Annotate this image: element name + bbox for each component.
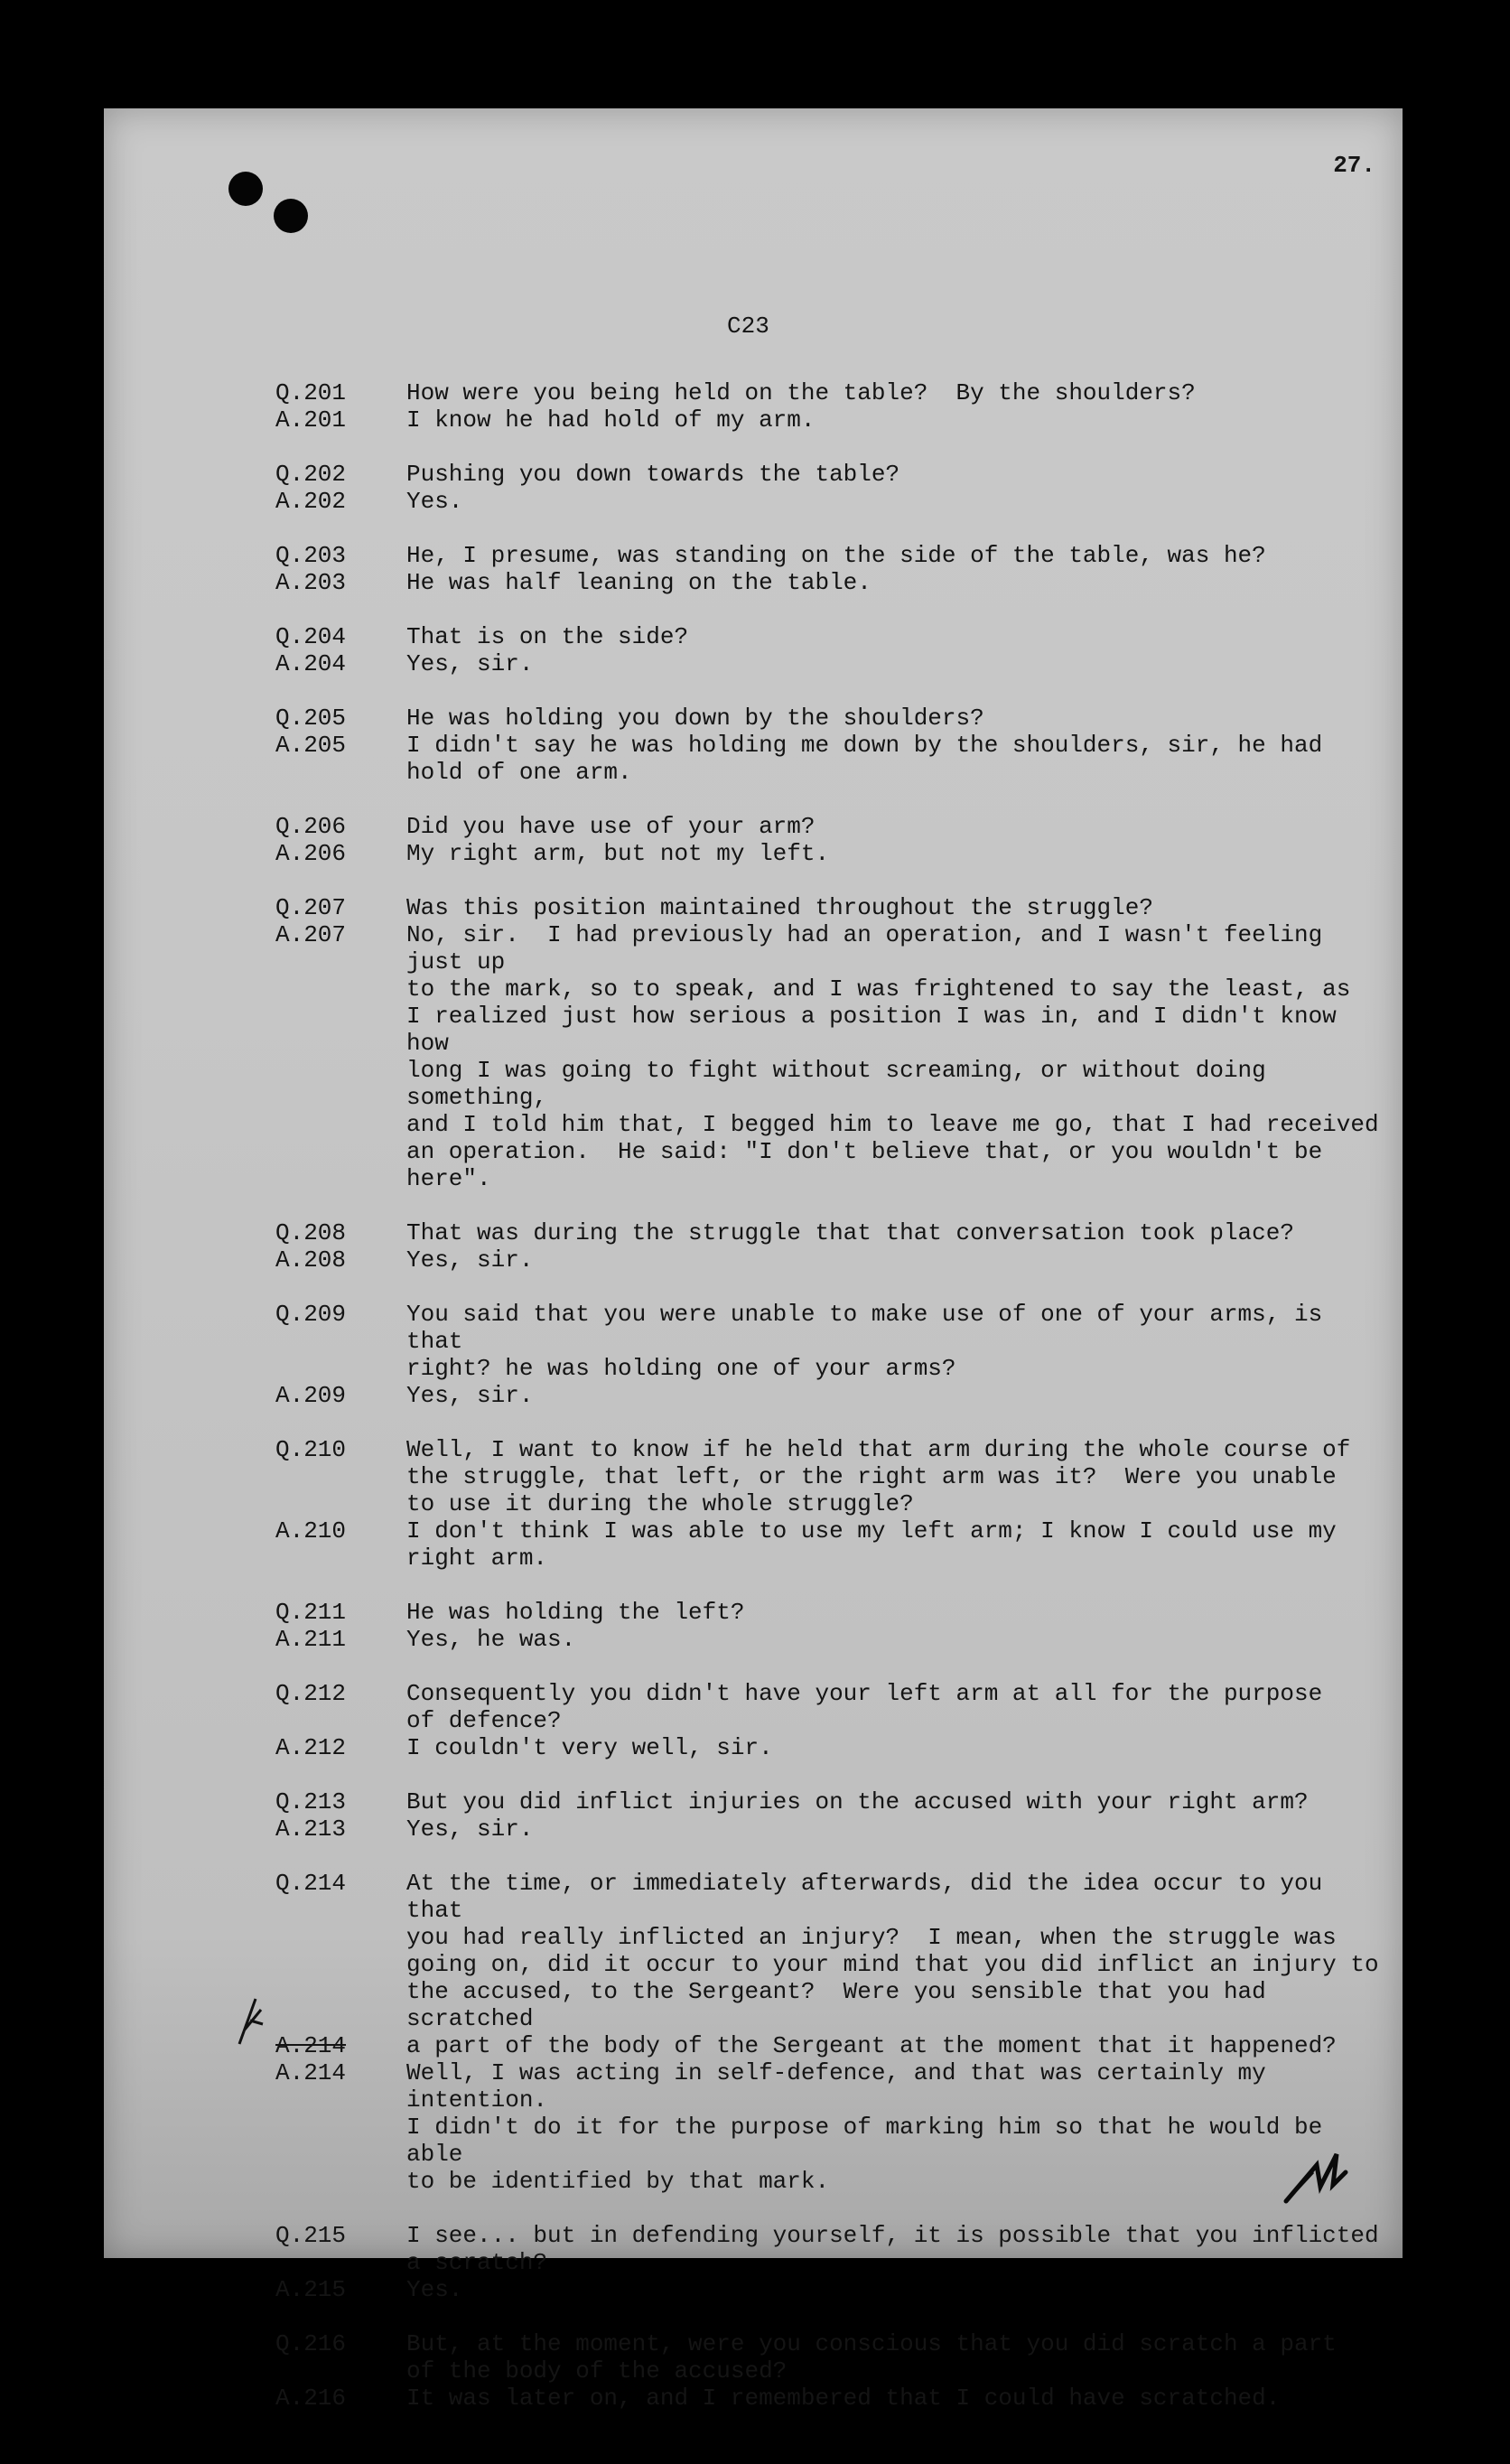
qa-text: Consequently you didn't have your left arm at all for the purpose (406, 1680, 1323, 1707)
qa-entry (104, 1870, 1403, 2195)
transcript-line (104, 2385, 1403, 2412)
transcript-line (104, 1490, 1403, 1517)
punch-hole (228, 172, 263, 206)
qa-text: It was later on, and I remembered that I could have scratched. (406, 2385, 1281, 2412)
transcript-line (104, 2330, 1403, 2357)
qa-label: Q.213 (275, 1788, 347, 1815)
transcript-line (104, 488, 1403, 515)
qa-label: A.206 (275, 840, 347, 867)
transcript-line (104, 921, 1403, 975)
transcript-line (104, 2276, 1403, 2303)
qa-label: A.208 (275, 1246, 347, 1274)
margin-initial-mark (232, 1993, 268, 2048)
qa-text: Yes, sir. (406, 1382, 534, 1409)
transcript-line (104, 2168, 1403, 2195)
qa-label: A.211 (275, 1626, 347, 1653)
qa-entry (104, 705, 1403, 786)
qa-label: A.203 (275, 569, 347, 596)
transcript-line (104, 1463, 1403, 1490)
qa-text: Yes, he was. (406, 1626, 576, 1653)
qa-text: But you did inflict injuries on the accused with your right arm? (406, 1788, 1309, 1815)
transcript-line (104, 1978, 1403, 2032)
qa-label: A.202 (275, 488, 347, 515)
qa-text: How were you being held on the table? By the shoulders? (406, 379, 1196, 406)
qa-label: Q.212 (275, 1680, 347, 1707)
qa-label: Q.203 (275, 542, 347, 569)
qa-entry (104, 813, 1403, 867)
transcript-line (104, 975, 1403, 1003)
qa-label: A.212 (275, 1734, 347, 1761)
qa-label: A.210 (275, 1517, 347, 1545)
qa-label: Q.206 (275, 813, 347, 840)
qa-entry (104, 2222, 1403, 2303)
transcript-line (104, 542, 1403, 569)
qa-text: I know he had hold of my arm. (406, 406, 816, 434)
qa-entry (104, 1599, 1403, 1653)
qa-label: A.215 (275, 2276, 347, 2303)
transcript-line (104, 705, 1403, 732)
qa-text: of the body of the accused? (406, 2357, 788, 2385)
qa-text: a scratch? (406, 2249, 548, 2276)
qa-text: right? he was holding one of your arms? (406, 1355, 956, 1382)
transcript-line (104, 1599, 1403, 1626)
qa-text: a part of the body of the Sergeant at the moment that it happened? (406, 2032, 1337, 2059)
qa-text: Did you have use of your arm? (406, 813, 816, 840)
qa-text: Yes, sir. (406, 1246, 534, 1274)
qa-text: Pushing you down towards the table? (406, 461, 900, 488)
transcript-line (104, 1951, 1403, 1978)
qa-text: Was this position maintained throughout the struggle? (406, 894, 1153, 921)
qa-text: I realized just how serious a position I was in, and I didn't know how (406, 1003, 1351, 1057)
transcript-line (104, 732, 1403, 759)
transcript-line (104, 1301, 1403, 1355)
document-code: C23 (727, 313, 769, 340)
qa-text: long I was going to fight without screaming, or without doing something, (406, 1057, 1281, 1111)
qa-text: to be identified by that mark. (406, 2168, 830, 2195)
qa-text: He, I presume, was standing on the side of the table, was he? (406, 542, 1266, 569)
transcript-line (104, 1707, 1403, 1734)
qa-text: But, at the moment, were you conscious that you did scratch a part (406, 2330, 1337, 2357)
qa-entry (104, 1680, 1403, 1761)
transcript-line (104, 2357, 1403, 2385)
qa-label: Q.211 (275, 1599, 347, 1626)
transcript-line (104, 379, 1403, 406)
qa-entry (104, 1436, 1403, 1572)
qa-text: I didn't say he was holding me down by the shoulders, sir, he had (406, 732, 1323, 759)
qa-entry (104, 542, 1403, 596)
transcript-line (104, 1517, 1403, 1545)
transcript-line (104, 1870, 1403, 1924)
qa-text: You said that you were unable to make use of one of your arms, is that (406, 1301, 1337, 1355)
transcript-line (104, 623, 1403, 650)
question-answer-list (104, 379, 1403, 2439)
transcript-line (104, 461, 1403, 488)
qa-text: No, sir. I had previously had an operation, and I wasn't feeling just up (406, 921, 1337, 975)
transcript-line (104, 2249, 1403, 2276)
transcript-line (104, 1355, 1403, 1382)
qa-text: My right arm, but not my left. (406, 840, 830, 867)
qa-label: A.201 (275, 406, 347, 434)
transcript-line (104, 1436, 1403, 1463)
punch-hole (274, 199, 308, 233)
qa-entry (104, 623, 1403, 677)
qa-label: Q.207 (275, 894, 347, 921)
transcript-line (104, 406, 1403, 434)
qa-label: Q.215 (275, 2222, 347, 2249)
qa-label: Q.204 (275, 623, 347, 650)
transcript-line (104, 1057, 1403, 1111)
qa-text: I didn't do it for the purpose of marking him so that he would be able (406, 2114, 1337, 2168)
qa-label: A.209 (275, 1382, 347, 1409)
qa-text: to the mark, so to speak, and I was frightened to say the least, as (406, 975, 1351, 1003)
qa-entry (104, 2330, 1403, 2412)
initials-signature (1281, 2145, 1353, 2208)
document-page (104, 108, 1403, 2412)
transcript-line (104, 1924, 1403, 1951)
qa-text: He was holding you down by the shoulders? (406, 705, 984, 732)
transcript-line (104, 1111, 1403, 1138)
transcript-line (104, 840, 1403, 867)
qa-text: hold of one arm. (406, 759, 632, 786)
transcript-line (104, 2114, 1403, 2168)
qa-text: Yes, sir. (406, 650, 534, 677)
qa-entry (104, 1301, 1403, 1409)
transcript-line (104, 1138, 1403, 1192)
transcript-line (104, 650, 1403, 677)
transcript-line (104, 813, 1403, 840)
qa-label: A.207 (275, 921, 347, 948)
qa-label: Q.208 (275, 1219, 347, 1246)
qa-entry (104, 461, 1403, 515)
qa-label: A.205 (275, 732, 347, 759)
qa-entry (104, 1219, 1403, 1274)
qa-text: and I told him that, I begged him to leave me go, that I had received (406, 1111, 1379, 1138)
transcript-line (104, 2032, 1403, 2059)
page-number: 27. (1333, 152, 1375, 179)
qa-label: A.204 (275, 650, 347, 677)
qa-text: That was during the struggle that that conversation took place? (406, 1219, 1294, 1246)
transcript-line (104, 1815, 1403, 1843)
qa-label: Q.209 (275, 1301, 347, 1328)
qa-label: A.213 (275, 1815, 347, 1843)
qa-text: Yes. (406, 2276, 463, 2303)
qa-text: Yes. (406, 488, 463, 515)
qa-text: I see... but in defending yourself, it is possible that you inflicted (406, 2222, 1379, 2249)
qa-label: Q.202 (275, 461, 347, 488)
qa-text: right arm. (406, 1545, 548, 1572)
qa-text: the struggle, that left, or the right arm was it? Were you unable (406, 1463, 1337, 1490)
qa-text: Well, I was acting in self-defence, and that was certainly my intention. (406, 2059, 1281, 2114)
qa-text: you had really inflicted an injury? I mean, when the struggle was (406, 1924, 1337, 1951)
transcript-line (104, 1219, 1403, 1246)
qa-label: A.216 (275, 2385, 347, 2412)
transcript-line (104, 2222, 1403, 2249)
transcript-line (104, 894, 1403, 921)
transcript-line (104, 2059, 1403, 2114)
qa-entry (104, 1788, 1403, 1843)
transcript-line (104, 1788, 1403, 1815)
qa-text: Yes, sir. (406, 1815, 534, 1843)
qa-entry (104, 894, 1403, 1192)
qa-text: At the time, or immediately afterwards, did the idea occur to you that (406, 1870, 1337, 1924)
qa-label: A.214 (275, 2032, 347, 2059)
qa-label: Q.201 (275, 379, 347, 406)
transcript-line (104, 1382, 1403, 1409)
qa-text: He was holding the left? (406, 1599, 745, 1626)
qa-text: going on, did it occur to your mind that you did inflict an injury to (406, 1951, 1379, 1978)
transcript-line (104, 1246, 1403, 1274)
qa-text: I don't think I was able to use my left arm; I know I could use my (406, 1517, 1337, 1545)
qa-text: the accused, to the Sergeant? Were you sensible that you had scratched (406, 1978, 1281, 2032)
qa-text: I couldn't very well, sir. (406, 1734, 773, 1761)
qa-entry (104, 379, 1403, 434)
qa-label: Q.210 (275, 1436, 347, 1463)
qa-label: Q.216 (275, 2330, 347, 2357)
transcript-line (104, 1626, 1403, 1653)
qa-text: of defence? (406, 1707, 562, 1734)
transcript-line (104, 1003, 1403, 1057)
transcript-line (104, 569, 1403, 596)
qa-text: an operation. He said: "I don't believe that, or you wouldn't be here". (406, 1138, 1337, 1192)
transcript-line (104, 1734, 1403, 1761)
qa-text: That is on the side? (406, 623, 689, 650)
qa-text: He was half leaning on the table. (406, 569, 872, 596)
qa-text: Well, I want to know if he held that arm during the whole course of (406, 1436, 1351, 1463)
transcript-line (104, 1680, 1403, 1707)
transcript-line (104, 759, 1403, 786)
transcript-line (104, 1545, 1403, 1572)
qa-text: to use it during the whole struggle? (406, 1490, 914, 1517)
qa-label: Q.214 (275, 1870, 347, 1897)
qa-label: A.214 (275, 2059, 347, 2086)
qa-label: Q.205 (275, 705, 347, 732)
